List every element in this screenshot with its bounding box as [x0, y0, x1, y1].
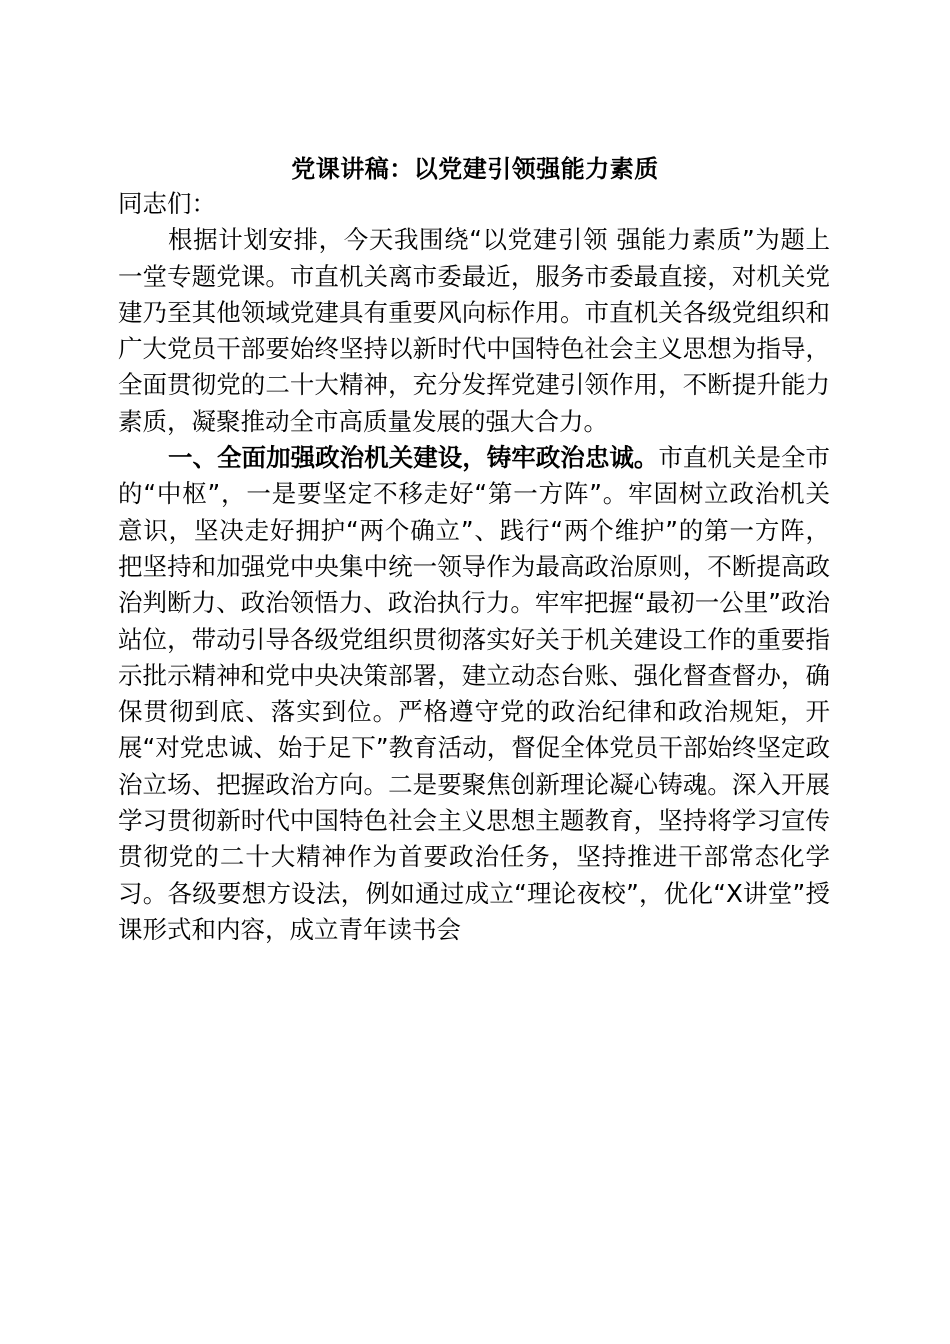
intro-paragraph: 根据计划安排，今天我围绕“以党建引领 强能力素质”为题上一堂专题党课。市直机关离市委最近，服务市委最直接，对机关党建乃至其他领域党建具有重要风向标作用。市直机关各级党组织和广大党员干部要始终坚持以新时代中国特色社会主义思想为指导，全面贯彻党的二十大精神，充分发挥党建引领作用，不断提升能力素质，凝聚推动全市高质量发展的强大合力。 [118, 225, 830, 436]
document-title: 党课讲稿：以党建引领强能力素质 [291, 155, 659, 183]
section-1-body: 市直机关是全市的“中枢”，一是要坚定不移走好“第一方阵”。牢固树立政治机关意识，坚决走好拥护“两个确立”、践行“两个维护”的第一方阵，把坚持和加强党中央集中统一领导作为最高政治原则，不断提高政治判断力、政治领悟力、政治执行力。牢牢把握“最初一公里”政治站位，带动引导各级党组织贯彻落实好关于机关建设工作的重要指示批示精神和党中央决策部署，建立动态台账、强化督查督办，确保贯彻到底、落实到位。严格遵守党的政治纪律和政治规矩，开展“对党忠诚、始于足下”教育活动，督促全体党员干部始终坚定政治立场、把握政治方向。二是要聚焦创新理论凝心铸魂。深入开展学习贯彻新时代中国特色社会主义思想主题教育，坚持将学习宣传贯彻党的二十大精神作为首要政治任务，坚持推进干部常态化学习。各级要想方设法，例如通过成立“理论夜校”，优化“X讲堂”授课形式和内容，成立青年读书会 [118, 443, 831, 944]
section-1-heading: 一、全面加强政治机关建设，铸牢政治忠诚。 [168, 443, 659, 473]
salutation: 同志们： [118, 189, 216, 218]
section-1-paragraph [118, 440, 830, 948]
document-body [118, 186, 830, 948]
